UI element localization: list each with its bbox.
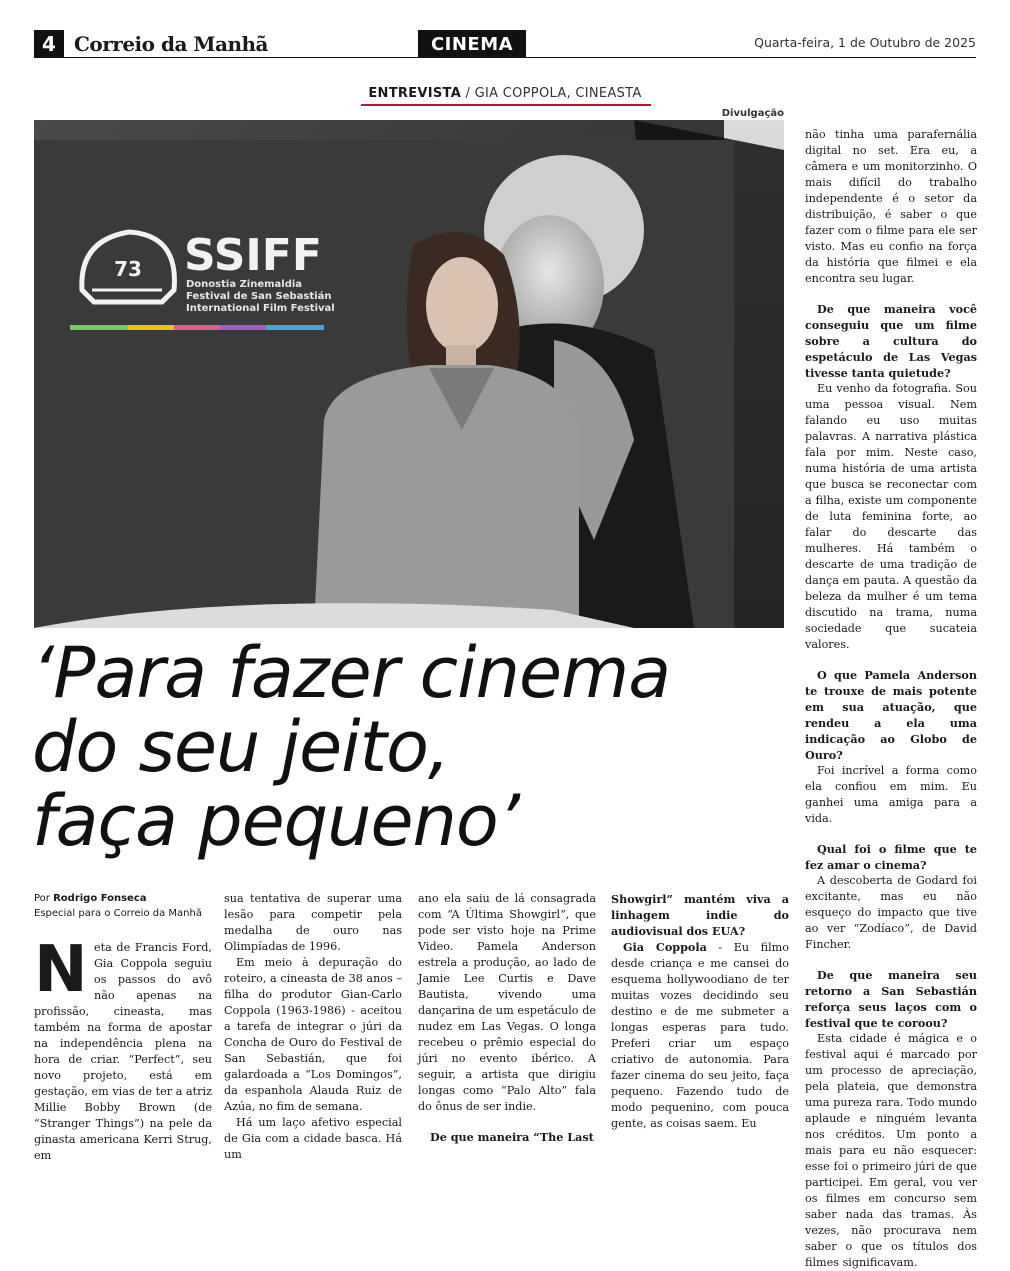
question: O que Pamela Anderson te trouxe de mais potente em sua atuação, que rendeu a ela uma indicação ao Globo de Ouro? bbox=[805, 668, 977, 762]
article-column-3 bbox=[418, 891, 596, 1145]
section-label: CINEMA bbox=[418, 30, 526, 58]
festival-acronym: SSIFF bbox=[184, 230, 322, 281]
byline-role: Especial para o Correio da Manhã bbox=[34, 908, 202, 919]
answer-text: - Eu filmo desde criança e me cansei do esquema hollywoodiano de ter muitas vozes decidindo seu destino e de me submeter a longas esperas para tudo. Preferi criar um espaço criativo de autonomia. Para fazer cinema do seu jeito, faça pequeno. Fazendo tudo de modo pequenino, com pouca gente, as coisas saem. Eu bbox=[611, 941, 789, 1130]
festival-line-3: International Film Festival bbox=[186, 303, 335, 314]
issue-date: Quarta-feira, 1 de Outubro de 2025 bbox=[754, 35, 976, 50]
headline bbox=[32, 632, 792, 862]
festival-line-2: Festival de San Sebastián bbox=[186, 291, 332, 302]
article-column-2 bbox=[224, 891, 402, 1163]
interview-photo bbox=[34, 120, 784, 628]
kicker-underline bbox=[361, 104, 651, 106]
question: De que maneira “The Last bbox=[430, 1130, 594, 1144]
answer: Esta cidade é mágica e o festival aqui é marcado por um processo de apreciação, pela plateia, que demonstra uma pureza rara. Todo mundo aplaude e ninguém levanta nos créditos. Um ponto a mais para eu não esquecer: esse foi o primeiro júri de que participei. Em geral, vou ver os filmes em concurso sem saber nada das tramas. Às vezes, não procurava nem saber o que os títulos dos filmes significavam. bbox=[805, 1032, 977, 1269]
masthead-rule bbox=[34, 57, 976, 58]
article-column-5 bbox=[805, 127, 977, 1271]
question: Showgirl” mantém viva a linhagem indie do audiovisual dos EUA? bbox=[611, 892, 789, 938]
festival-number: 73 bbox=[114, 257, 142, 281]
answer bbox=[611, 939, 789, 1132]
paragraph: ano ela saiu de lá consagrada com “A Última Showgirl”, que pode ser visto hoje na Prime Video. Pamela Anderson estrela a produção, ao lado de Jamie Lee Curtis e Dave Bautista, vivendo uma dançarina de um espetáculo de nudez em Las Vegas. O longa recebeu o prêmio especial do júri no evento ibérico. A seguir, a artista que dirigiu longas como “Palo Alto” fala do ônus de ser indie. bbox=[418, 892, 596, 1113]
drop-cap: N bbox=[34, 933, 88, 1007]
photo-illustration bbox=[34, 120, 784, 628]
kicker-label: ENTREVISTA bbox=[368, 86, 462, 101]
question: De que maneira seu retorno a San Sebastián reforça seus laços com o festival que te coroou? bbox=[805, 968, 977, 1030]
paragraph: Há um laço afetivo especial de Gia com a cidade basca. Há um bbox=[224, 1116, 402, 1161]
question: De que maneira você conseguiu que um filme sobre a cultura do espetáculo de Las Vegas tivesse tanta quietude? bbox=[805, 302, 977, 380]
kicker bbox=[0, 86, 1010, 101]
page-number: 4 bbox=[34, 30, 64, 58]
festival-color-bar bbox=[70, 325, 128, 330]
paragraph: Em meio à depuração do roteiro, a cineasta de 38 anos – filha do produtor Gian-Carlo Coppola (1963-1986) - aceitou a tarefa de integrar o júri da Concha de Ouro do Festival de San Sebastián, que foi galardoada a “Los Domingos”, da espanhola Alauda Ruiz de Azúa, no fim de semana. bbox=[224, 956, 402, 1113]
byline bbox=[34, 891, 212, 921]
interviewee-sweater bbox=[314, 365, 579, 628]
kicker-subject: / GIA COPPOLA, CINEASTA bbox=[461, 86, 642, 101]
headline-line-2: do seu jeito, bbox=[32, 706, 450, 788]
newspaper-name: Correio da Manhã bbox=[74, 32, 269, 56]
answer: não tinha uma parafernália digital no set. Era eu, a câmera e um monitorzinho. O mais difícil do trabalho independente é o setor da distribuição, é saber o que fazer com o filme para ele ser visto. Mas eu confio na força da história que filmei e ela encontra seu lugar. bbox=[805, 128, 977, 285]
answer: A descoberta de Godard foi excitante, mas eu não esqueço do impacto que tive ao ver “Zodíaco”, de David Fincher. bbox=[805, 874, 977, 951]
headline-line-1: ‘Para fazer cinema bbox=[32, 632, 671, 714]
article-column-1 bbox=[34, 933, 212, 1164]
paragraph: sua tentativa de superar uma lesão para competir pela medalha de ouro nas Olimpíadas de 1996. bbox=[224, 892, 402, 953]
festival-line-1: Donostia Zinemaldia bbox=[186, 279, 303, 290]
paragraph-lead: eta de Francis Ford, Gia Coppola seguiu os passos do avô não apenas na profissão, cineasta, mas também na forma de apostar na independência plena na hora de criar. “Perfect”, seu novo projeto, está em gestação, em vias de ter a atriz Millie Bobby Brown (de “Stranger Things”) na pele da ginasta americana Kerri Strug, em bbox=[34, 941, 212, 1162]
article-column-4 bbox=[611, 891, 789, 1132]
question: Qual foi o filme que te fez amar o cinema? bbox=[805, 842, 977, 872]
interviewee-face bbox=[426, 257, 498, 353]
headline-line-3: faça pequeno’ bbox=[32, 780, 519, 862]
photo-credit: Divulgação bbox=[721, 108, 784, 119]
answer: Eu venho da fotografia. Sou uma pessoa visual. Nem falando eu uso muitas palavras. A narrativa plástica fala por mim. Neste caso, numa história de uma artista que busca se reconectar com a filha, existe um componente de luta feminina forte, ao falar do descarte das mulheres. Há também o descarte de uma tradição de dança em pauta. A questão da beleza da mulher é um tema discutido na trama, numa sociedade que sucateia valores. bbox=[805, 382, 977, 651]
byline-prefix: Por bbox=[34, 893, 54, 904]
answer-speaker: Gia Coppola bbox=[623, 940, 707, 954]
answer: Foi incrível a forma como ela confiou em mim. Eu ganhei uma amiga para a vida. bbox=[805, 764, 977, 825]
byline-author: Rodrigo Fonseca bbox=[53, 893, 147, 904]
